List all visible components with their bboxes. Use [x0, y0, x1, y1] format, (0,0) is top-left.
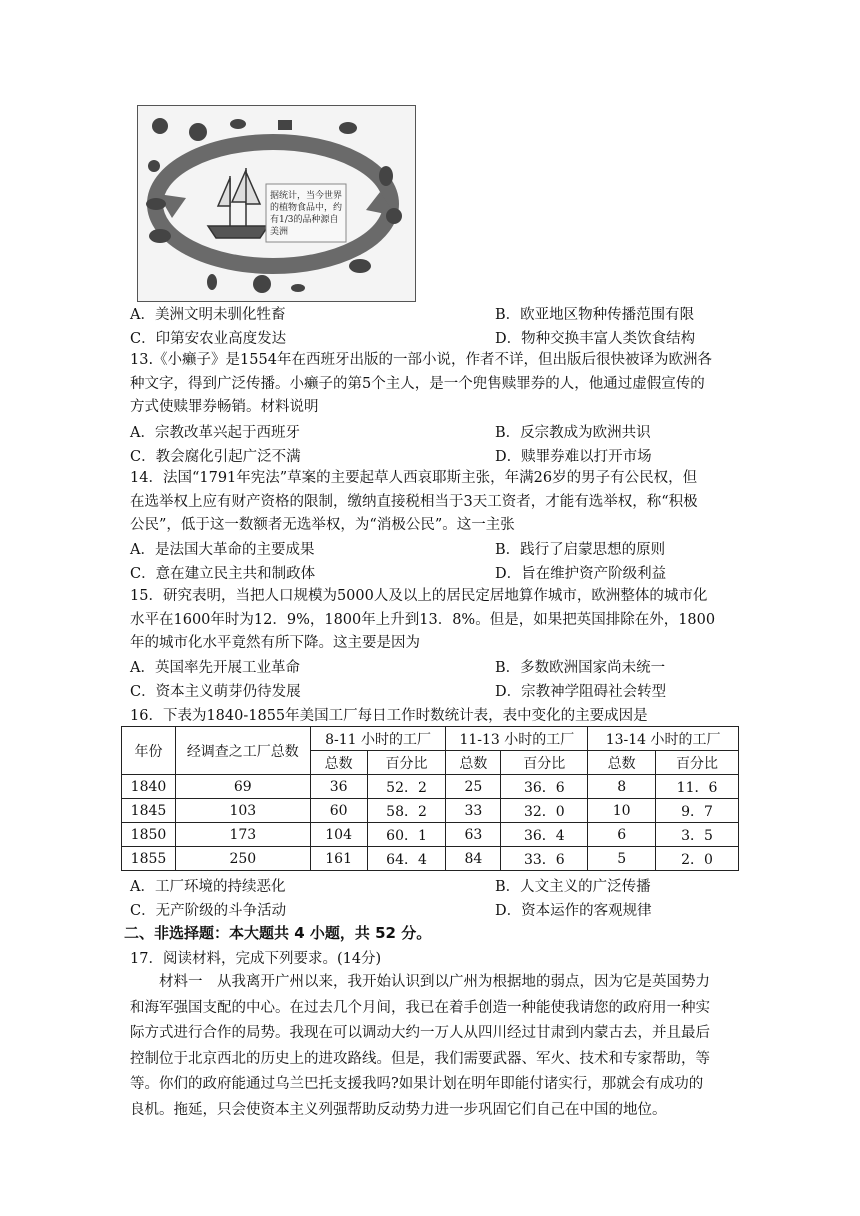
caption-line: 的植物食品中，约 [270, 203, 343, 213]
table-cell: 161 [310, 847, 367, 871]
wheat-icon [278, 120, 292, 130]
q13-option-b[interactable]: B．反宗教成为欧洲共识 [495, 425, 651, 441]
section-heading: 二、非选择题：本大题共 4 小题，共 52 分。 [124, 924, 432, 942]
table-cell: 1855 [122, 847, 176, 871]
q15-option-b[interactable]: B．多数欧洲国家尚未统一 [495, 660, 666, 676]
q17-material-line: 材料一 从我离开广州以来，我开始认识到以广州为根据地的弱点，因为它是英国势力 [159, 974, 710, 990]
sailing-ship-icon [208, 168, 268, 238]
table-cell: 33．6 [501, 847, 588, 871]
pepper-icon [207, 274, 217, 290]
caption-line: 美洲 [270, 227, 289, 237]
q14-option-a[interactable]: A．是法国大革命的主要成果 [130, 542, 315, 558]
table-cell: 104 [310, 823, 367, 847]
q15-stem-line: 年的城市化水平竟然有所下降。这主要是因为 [130, 635, 420, 651]
table-cell: 36 [310, 775, 367, 799]
q17-material [130, 970, 740, 1123]
table-cell: 2．0 [656, 847, 739, 871]
q13-option-c[interactable]: C．教会腐化引起广泛不满 [130, 449, 301, 465]
food-exchange-figure [137, 105, 416, 302]
table-cell: 11．6 [656, 775, 739, 799]
table-cell: 1840 [122, 775, 176, 799]
q15-stem-line: 水平在1600年时为12．9%，1800年上升到13．8%。但是，如果把英国排除在外，1800 [130, 611, 716, 628]
q14-stem [130, 467, 740, 538]
table-cell: 9．7 [656, 799, 739, 823]
table-cell: 10 [588, 799, 656, 823]
cattle-icon [146, 198, 166, 210]
subheader-count: 总数 [588, 751, 656, 775]
food-exchange-illustration [138, 106, 415, 301]
table-cell: 103 [175, 799, 310, 823]
table-cell: 250 [175, 847, 310, 871]
table-row [122, 823, 739, 847]
table-cell: 84 [446, 847, 501, 871]
header-group-11-13: 11-13 小时的工厂 [446, 727, 588, 751]
table-cell: 36．6 [501, 775, 588, 799]
q15-option-a[interactable]: A．英国率先开展工业革命 [130, 660, 300, 676]
q12-option-a[interactable]: A．美洲文明未驯化牲畜 [130, 307, 286, 323]
cotton-icon [339, 122, 357, 134]
factory-hours-table [121, 726, 739, 871]
q16-option-c[interactable]: C．无产阶级的斗争活动 [130, 903, 287, 919]
tomato-icon [386, 208, 402, 224]
table-cell: 6 [588, 823, 656, 847]
q16-option-b[interactable]: B．人文主义的广泛传播 [495, 879, 651, 895]
table-cell: 8 [588, 775, 656, 799]
table-cell: 69 [175, 775, 310, 799]
header-group-13-14: 13-14 小时的工厂 [588, 727, 739, 751]
q17-material-line: 际方式进行合作的局势。我现在可以调动大约一万人从四川经过甘肃到内蒙古去，并且最后 [130, 1025, 710, 1041]
subheader-percent: 百分比 [367, 751, 446, 775]
subheader-percent: 百分比 [656, 751, 739, 775]
table-row [122, 799, 739, 823]
q17-material-line: 控制位于北京西北的历史上的进攻路线。但是，我们需要武器、军火、技术和专家帮助，等 [130, 1050, 710, 1067]
caption-line: 有1/3的品种源自 [270, 215, 339, 225]
table-cell: 63 [446, 823, 501, 847]
q13-stem [130, 349, 740, 420]
q17-material-line: 等。你们的政府能通过乌兰巴托支援我吗?如果计划在明年即能付诸实行，那就会有成功的 [130, 1076, 704, 1092]
q14-option-d[interactable]: D．旨在维护资产阶级利益 [495, 566, 667, 582]
header-total: 经调查之工厂总数 [175, 727, 310, 775]
sweet-potato-icon [349, 259, 371, 273]
q13-stem-line: 种文字，得到广泛传播。小癞子的第5个主人，是一个兜售赎罪券的人，他通过虚假宣传的 [130, 375, 705, 392]
q13-option-d[interactable]: D．赎罪券难以打开市场 [495, 449, 652, 465]
q15-option-c[interactable]: C．资本主义萌芽仍待发展 [130, 684, 301, 700]
q16-option-d[interactable]: D．资本运作的客观规律 [495, 903, 652, 919]
subheader-count: 总数 [446, 751, 501, 775]
q12-option-c[interactable]: C．印第安农业高度发达 [130, 331, 287, 347]
q17-material-line: 和海军强国支配的中心。在过去几个月间，我已在着手创造一种能使我请您的政府用一种实 [130, 999, 710, 1016]
table-cell: 3．5 [656, 823, 739, 847]
q14-option-b[interactable]: B．践行了启蒙思想的原则 [495, 542, 666, 558]
sheep-icon [148, 160, 160, 172]
grape-icon [152, 118, 168, 134]
table-cell: 32．0 [501, 799, 588, 823]
header-year: 年份 [122, 727, 176, 775]
table-cell: 64．4 [367, 847, 446, 871]
table-cell: 60 [310, 799, 367, 823]
q13-option-a[interactable]: A．宗教改革兴起于西班牙 [130, 425, 300, 441]
corn-icon [379, 166, 393, 186]
table-cell: 36．4 [501, 823, 588, 847]
q13-stem-line: 方式使赎罪券畅销。材料说明 [130, 399, 319, 415]
q16-stem: 16．下表为1840-1855年美国工厂每日工作时数统计表，表中变化的主要成因是 [130, 708, 648, 724]
q15-option-d[interactable]: D．宗教神学阻碍社会转型 [495, 684, 667, 700]
q15-stem [130, 585, 740, 656]
q17-material-line: 良机。拖延，只会使资本主义列强帮助反动势力进一步巩固它们自己在中国的地位。 [130, 1101, 667, 1118]
table-cell: 52．2 [367, 775, 446, 799]
table-cell: 33 [446, 799, 501, 823]
pumpkin-icon [253, 275, 271, 293]
table-cell: 1845 [122, 799, 176, 823]
q16-option-a[interactable]: A．工厂环境的持续恶化 [130, 879, 286, 895]
table-cell: 1850 [122, 823, 176, 847]
q13-stem-line: 13.《小癞子》是1554年在西班牙出版的一部小说，作者不详，但出版后很快被译为欧洲各 [130, 352, 712, 368]
q14-stem-line: 14．法国“1791年宪法”草案的主要起草人西哀耶斯主张，年满26岁的男子有公民权，但 [130, 470, 698, 486]
table-cell: 25 [446, 775, 501, 799]
table-row [122, 847, 739, 871]
chicken-icon [189, 123, 207, 141]
q14-option-c[interactable]: C．意在建立民主共和制政体 [130, 566, 316, 582]
subheader-count: 总数 [310, 751, 367, 775]
q12-option-d[interactable]: D．物种交换丰富人类饮食结构 [495, 331, 696, 347]
caption-line: 据统计，当今世界 [270, 191, 343, 201]
peanut-icon [291, 284, 305, 292]
q14-stem-line: 公民”，低于这一数额者无选举权，为“消极公民”。这一主张 [130, 517, 515, 533]
q17-stem: 17．阅读材料，完成下列要求。(14分) [130, 951, 382, 967]
table-cell: 173 [175, 823, 310, 847]
table-cell: 60．1 [367, 823, 446, 847]
q12-option-b[interactable]: B．欧亚地区物种传播范围有限 [495, 307, 695, 323]
subheader-percent: 百分比 [501, 751, 588, 775]
onion-icon [230, 119, 246, 129]
table-row [122, 775, 739, 799]
q15-stem-line: 15．研究表明，当把人口规模为5000人及以上的居民定居地算作城市，欧洲整体的城市化 [130, 588, 708, 604]
header-group-8-11: 8-11 小时的工厂 [310, 727, 446, 751]
table-header-row [122, 727, 739, 751]
q14-stem-line: 在选举权上应有财产资格的限制，缴纳直接税相当于3天工资者，才能有选举权，称“积极 [130, 493, 698, 510]
horse-icon [149, 229, 171, 243]
table-cell: 5 [588, 847, 656, 871]
table-cell: 58．2 [367, 799, 446, 823]
